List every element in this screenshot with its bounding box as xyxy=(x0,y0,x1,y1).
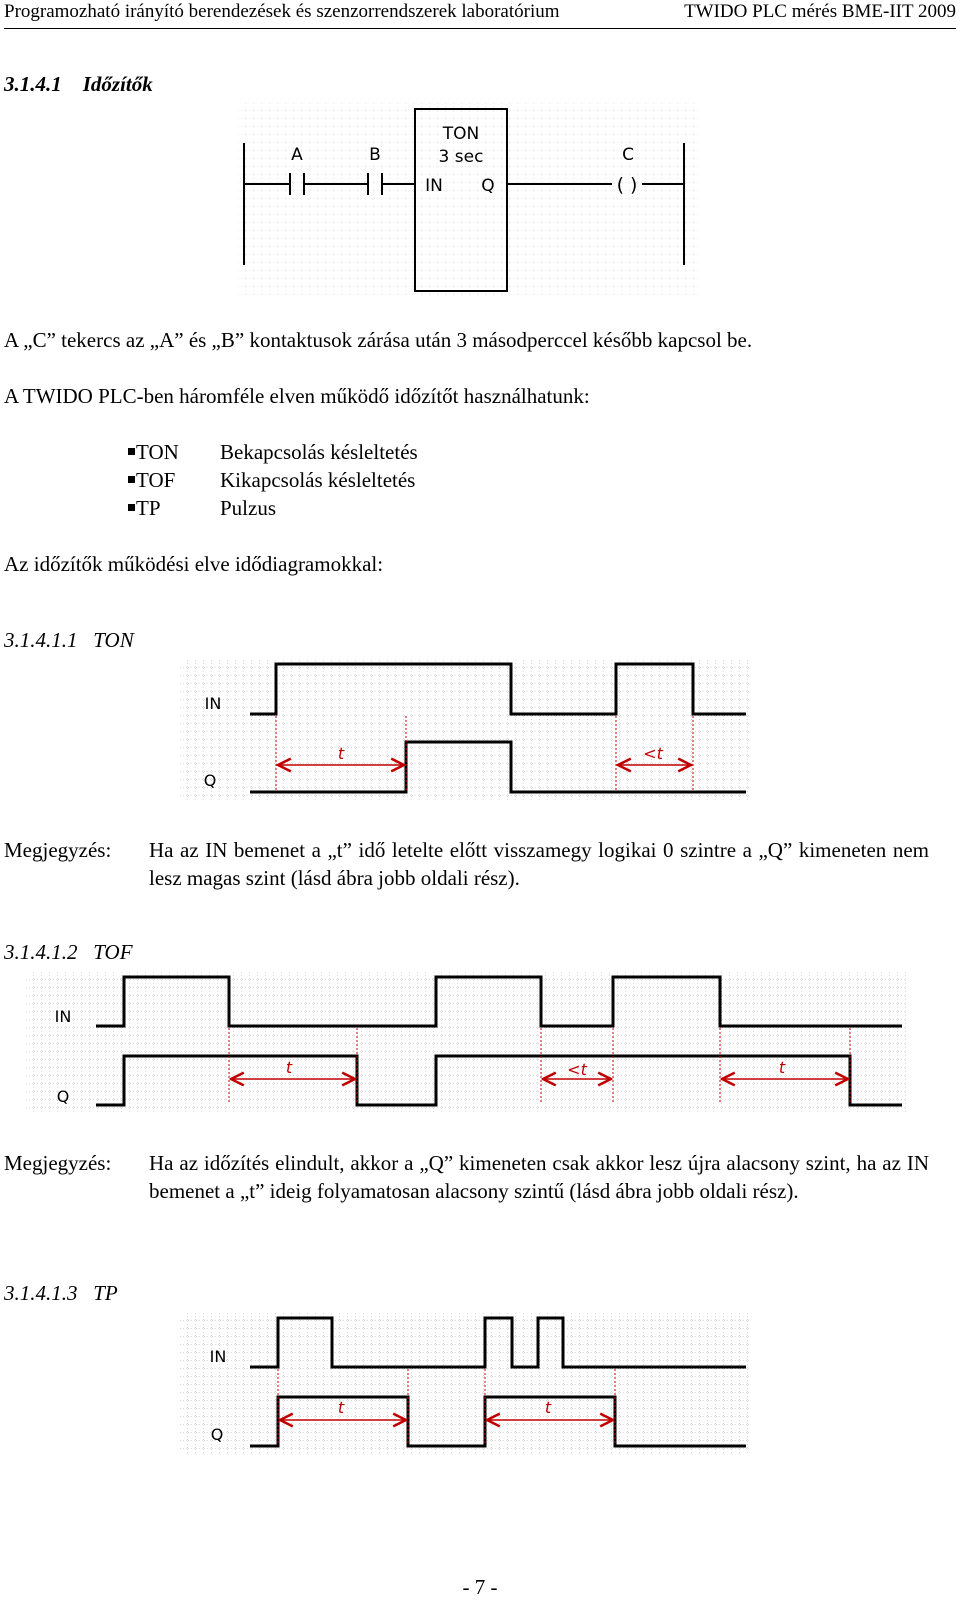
timer-type-desc: Kikapcsolás késleltetés xyxy=(220,468,416,492)
paragraph-diagrams: Az időzítők működési elve idődiagramokkal: xyxy=(4,552,384,576)
tof-heading-title: TOF xyxy=(93,940,133,964)
contact-b-label: B xyxy=(369,145,381,165)
block-type-label: TON xyxy=(442,124,480,144)
tof-q-label: Q xyxy=(56,1087,70,1106)
bullet-icon xyxy=(128,448,135,455)
ton-heading xyxy=(4,626,134,654)
tp-heading-title: TP xyxy=(93,1281,118,1305)
ton-t-label: t xyxy=(337,744,345,763)
tof-in-label: IN xyxy=(54,1007,72,1026)
contact-a-label: A xyxy=(291,145,303,165)
tp-timing-diagram xyxy=(180,1313,750,1455)
tof-lt-label: <t xyxy=(567,1060,587,1079)
ton-heading-number: 3.1.4.1.1 xyxy=(4,628,78,652)
header-left: Programozható irányító berendezések és szenzorrendszerek laboratórium xyxy=(4,1,560,22)
bullet-icon xyxy=(128,504,135,511)
tof-t-label: t xyxy=(285,1058,293,1077)
timer-type-code: TP xyxy=(136,496,161,520)
tp-in-label: IN xyxy=(209,1347,227,1366)
ton-heading-title: TON xyxy=(93,628,134,652)
tp-t2-label: t xyxy=(544,1398,552,1417)
timer-type-code: TOF xyxy=(136,468,176,492)
tp-heading-number: 3.1.4.1.3 xyxy=(4,1281,78,1305)
section-title: Időzítők xyxy=(82,72,153,96)
coil-label: C xyxy=(622,145,634,165)
tp-q-label: Q xyxy=(210,1425,224,1444)
block-in-label: IN xyxy=(425,176,443,196)
coil-symbol: ( ) xyxy=(616,174,638,196)
tof-heading xyxy=(4,938,133,966)
block-q-label: Q xyxy=(481,176,495,196)
paragraph-timer-types: A TWIDO PLC-ben háromféle elven működő időzítőt használhatunk: xyxy=(4,384,590,408)
ton-timing-diagram xyxy=(180,660,750,800)
ton-in-label: IN xyxy=(204,694,222,713)
bullet-icon xyxy=(128,476,135,483)
timer-type-code: TON xyxy=(136,440,179,464)
ton-q-label: Q xyxy=(203,771,217,790)
ton-lt-label: <t xyxy=(643,744,663,763)
tof-t2-label: t xyxy=(778,1058,786,1077)
tof-note-label: Megjegyzés: xyxy=(4,1151,112,1175)
paragraph-coil: A „C” tekercs az „A” és „B” kontaktusok zárása után 3 másodperccel később kapcsol be. xyxy=(4,328,753,352)
tof-note-text: Ha az időzítés elindult, akkor a „Q” kimeneten csak akkor lesz újra alacsony szint, ha az IN bemenet a „t” ideig folyamatosan alacsony szintű (lásd ábra jobb oldali rész). xyxy=(149,1151,929,1203)
tp-t-label: t xyxy=(337,1398,345,1417)
ton-note-label: Megjegyzés: xyxy=(4,838,112,862)
page-header xyxy=(4,0,956,29)
section-heading xyxy=(4,70,153,98)
timer-type-desc: Bekapcsolás késleltetés xyxy=(220,440,418,464)
ton-note-text: Ha az IN bemenet a „t” idő letelte előtt visszamegy logikai 0 szintre a „Q” kimeneten nem lesz magas szint (lásd ábra jobb oldali rész). xyxy=(149,838,929,890)
section-number: 3.1.4.1 xyxy=(4,72,62,96)
timer-type-desc: Pulzus xyxy=(220,496,277,520)
header-right: TWIDO PLC mérés BME-IIT 2009 xyxy=(684,1,956,22)
block-time-label: 3 sec xyxy=(438,147,484,167)
ladder-diagram xyxy=(238,103,698,295)
tof-timing-diagram xyxy=(26,972,906,1114)
tof-heading-number: 3.1.4.1.2 xyxy=(4,940,78,964)
tp-heading xyxy=(4,1279,118,1307)
page-number: - 7 - xyxy=(462,1575,498,1599)
